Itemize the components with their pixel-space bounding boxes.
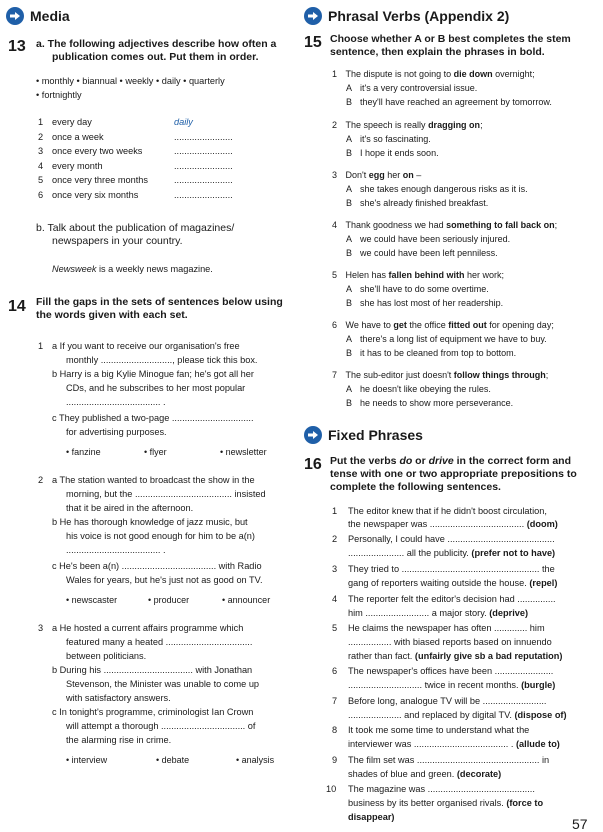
line-text: him ......................... a major story.	[348, 608, 490, 618]
ex14-g3-b3: with satisfactory answers.	[66, 693, 171, 703]
ex15-option-b[interactable]	[346, 198, 488, 210]
ex14-g3-c1: c In tonight's programme, criminologist Ian Crown	[52, 707, 254, 717]
item-number: 6	[38, 189, 44, 200]
ex15-option-b[interactable]	[346, 148, 439, 160]
ex14-g3-c3: the alarming rise in crime.	[66, 735, 172, 745]
phrase-bold: fallen behind with	[388, 270, 465, 280]
option-word: • fanzine	[66, 447, 101, 457]
verb-prompt: (decorate)	[456, 769, 502, 779]
item-number: 7	[332, 370, 340, 380]
option-letter: A	[346, 284, 353, 294]
ex15-option-b[interactable]	[346, 348, 516, 360]
ex16-line: The reporter felt the editor's decision had ...............	[348, 594, 556, 604]
option-text: it's so fascinating.	[360, 134, 431, 144]
ex13-list-item	[0, 117, 300, 129]
ex13-b-instruction-1: b. Talk about the publication of magazines/	[36, 222, 235, 234]
stem-text: for opening day;	[486, 320, 554, 330]
option-letter: A	[346, 184, 353, 194]
ex14-g2-c1: c He's been a(n) ..................................... with Radio	[52, 561, 262, 571]
phrase-bold: on	[402, 170, 414, 180]
item-answer[interactable]: .......................	[174, 131, 233, 142]
stem-text: her work;	[464, 270, 505, 280]
item-number: 3	[332, 170, 340, 180]
ex14-g3-a2: featured many a heated ..................................	[66, 637, 253, 647]
section-title-media: Media	[30, 8, 70, 24]
ex16-line	[348, 769, 501, 781]
item-text: once every two weeks	[52, 146, 143, 156]
option-letter: A	[346, 334, 353, 344]
ex14-instruction-1: Fill the gaps in the sets of sentences below using	[36, 296, 283, 308]
ex16-instruction-1	[330, 455, 571, 468]
ex13-list-item	[0, 190, 300, 202]
option-letter: B	[346, 348, 353, 358]
option-letter: A	[346, 234, 353, 244]
exercise-number-16: 16	[304, 456, 322, 473]
ex13-list-item	[0, 146, 300, 158]
stem-text: We have to	[345, 320, 394, 330]
ex15-stem	[332, 320, 554, 332]
line-text: business by its better organised rivals.	[348, 798, 507, 808]
phrase-bold: get	[393, 320, 407, 330]
option-text: she'll have to do some overtime.	[360, 284, 489, 294]
ex15-option-a[interactable]	[346, 234, 510, 246]
stem-text: ;	[545, 370, 549, 380]
ex14-g3-b2: Stevenson, the Minister was unable to come up	[66, 679, 260, 689]
example-rest: is a weekly news magazine.	[96, 264, 213, 274]
ex15-instruction-1: Choose whether A or B best completes the stem	[330, 33, 571, 45]
ex14-g1-options	[0, 447, 300, 459]
instr-verb-do: do	[399, 455, 413, 467]
ex13-list-item	[0, 132, 300, 144]
ex16-item-number: 2	[332, 534, 338, 544]
exercise-number-13: 13	[8, 38, 26, 55]
ex13-list-item	[0, 161, 300, 173]
verb-prompt: (deprive)	[489, 608, 529, 618]
option-letter: B	[346, 248, 353, 258]
item-number: 2	[38, 131, 44, 142]
ex15-stem	[332, 370, 548, 382]
option-text: she's already finished breakfast.	[360, 198, 489, 208]
ex15-option-a[interactable]	[346, 384, 491, 396]
item-text: every month	[52, 160, 103, 171]
ex14-g1-b1: b Harry is a big Kylie Minogue fan; he's got all her	[52, 369, 254, 379]
ex16-line	[348, 578, 557, 590]
option-text: we could have been left penniless.	[360, 248, 498, 258]
stem-text: ;	[554, 220, 558, 230]
stem-text: Don't	[345, 170, 369, 180]
ex14-g2-a1: a The station wanted to broadcast the show in the	[52, 475, 255, 485]
ex16-instruction-2: tense with one or two appropriate prepositions to	[330, 468, 577, 480]
item-number: 1	[332, 69, 340, 79]
item-number: 3	[38, 146, 44, 156]
option-text: it's a very controversial issue.	[360, 83, 478, 93]
ex16-line	[348, 519, 558, 531]
ex16-line: They tried to ...................................................... the	[348, 564, 555, 574]
ex16-item-number: 1	[332, 506, 338, 516]
stem-text: overnight;	[492, 69, 535, 79]
option-text: they'll have reached an agreement by tomorrow.	[360, 97, 552, 107]
ex15-option-a[interactable]	[346, 284, 489, 296]
phrase-bold: egg	[368, 170, 385, 180]
section-arrow-icon	[304, 7, 322, 25]
ex16-item-number: 3	[332, 564, 338, 574]
line-text: ............................. twice in recent months.	[348, 680, 522, 690]
ex14-g3-a3: between politicians.	[66, 651, 147, 661]
option-word: • flyer	[144, 447, 167, 457]
ex14-instruction-2: the words given with each set.	[36, 309, 188, 321]
item-number: 5	[38, 175, 44, 185]
ex16-item-number: 9	[332, 755, 338, 765]
option-word: • analysis	[236, 755, 275, 765]
ex14-g2-b1: b He has thorough knowledge of jazz music, but	[52, 517, 248, 527]
ex15-stem	[332, 69, 535, 81]
ex14-g2-options	[0, 595, 300, 607]
stem-text: –	[413, 170, 422, 180]
option-letter: A	[346, 134, 353, 144]
ex16-line: The newspaper's offices have been .......................	[348, 666, 554, 676]
ex16-line	[348, 651, 562, 663]
verb-prompt: (prefer not to have)	[471, 548, 556, 558]
ex14-g2-b2: his voice is not good enough for him to be a(n)	[66, 531, 255, 541]
ex16-line: Personally, I could have ..........................................	[348, 534, 555, 544]
option-text: there's a long list of equipment we have to buy.	[360, 334, 547, 344]
option-text: he doesn't like obeying the rules.	[360, 384, 491, 394]
option-text: I hope it ends soon.	[360, 148, 439, 158]
stem-text: the office	[406, 320, 449, 330]
page-number: 57	[572, 816, 588, 832]
verb-prompt: (burgle)	[521, 680, 556, 690]
stem-text: Thank goodness we had	[345, 220, 447, 230]
line-text: shades of blue and green.	[348, 769, 457, 779]
exercise-number-15: 15	[304, 34, 322, 51]
section-arrow-icon	[304, 426, 322, 444]
instr-verb-drive: drive	[428, 455, 454, 467]
ex16-line: The magazine was ..........................................	[348, 784, 535, 794]
ex15-stem	[332, 220, 557, 232]
phrase-bold: follow things through	[453, 370, 546, 380]
ex16-item-number: 5	[332, 623, 338, 633]
ex14-g3-options	[0, 755, 300, 767]
line-text: rather than fact.	[348, 651, 415, 661]
option-letter: B	[346, 97, 353, 107]
instr-text: Put the verbs	[330, 455, 400, 467]
item-number: 5	[332, 270, 340, 280]
item-text: once very three months	[52, 175, 149, 185]
line-text: ..................... and replaced by digital TV.	[348, 710, 515, 720]
item-text: once very six months	[52, 189, 139, 200]
verb-prompt: (repel)	[529, 578, 558, 588]
ex14-g1-c2: for advertising purposes.	[66, 427, 167, 437]
item-answer: daily	[174, 117, 193, 127]
line-text: the newspaper was .....................................	[348, 519, 527, 529]
ex15-stem	[332, 270, 504, 282]
section-arrow-icon	[6, 7, 24, 25]
option-word: • announcer	[222, 595, 271, 605]
ex16-line: He claims the newspaper has often ............. him	[348, 623, 545, 633]
instr-text: or	[412, 455, 429, 467]
ex14-g2-c2: Wales for years, but he's just not as good on TV.	[66, 575, 263, 585]
line-text: ...................... all the publicity.	[348, 548, 472, 558]
ex14-group-3-number: 3	[38, 623, 44, 633]
item-number: 1	[38, 117, 44, 127]
ex14-g1-a1: a If you want to receive our organisation's free	[52, 341, 240, 351]
ex13-list-item	[0, 175, 300, 187]
ex14-g3-b1: b During his ................................... with Jonathan	[52, 665, 253, 675]
stem-text: The dispute is not going to	[345, 69, 454, 79]
option-letter: A	[346, 83, 353, 93]
ex15-option-a[interactable]	[346, 184, 528, 196]
ex16-instruction-3: complete the following sentences.	[330, 481, 501, 493]
item-answer[interactable]: .......................	[174, 175, 233, 185]
ex14-g1-b3: ..................................... .	[66, 397, 166, 407]
item-answer[interactable]: .......................	[174, 189, 233, 200]
item-number: 2	[332, 120, 340, 130]
ex16-line: ................. with biased reports based on innuendo	[348, 637, 552, 647]
option-word: • newsletter	[220, 447, 267, 457]
ex15-stem	[332, 170, 421, 182]
ex16-line	[348, 798, 543, 810]
option-text: we could have been seriously injured.	[360, 234, 511, 244]
ex16-line: It took me some time to understand what the	[348, 725, 530, 735]
ex14-g3-a1: a He hosted a current affairs programme which	[52, 623, 244, 633]
ex15-option-b[interactable]	[346, 298, 503, 310]
verb-prompt: (unfairly give sb a bad reputation)	[414, 651, 563, 661]
option-word: • debate	[156, 755, 190, 765]
option-letter: B	[346, 148, 353, 158]
example-emphasis: Newsweek	[52, 264, 97, 274]
ex14-g3-c2: will attempt a thorough ................................. of	[66, 721, 256, 731]
ex15-stem	[332, 120, 483, 132]
ex16-item-number: 8	[332, 725, 338, 735]
ex16-line	[348, 812, 394, 824]
option-letter: B	[346, 298, 353, 308]
ex16-item-number: 4	[332, 594, 338, 604]
ex16-line: The film set was ................................................ in	[348, 755, 550, 765]
item-text: once a week	[52, 131, 104, 142]
section-title-phrasal-verbs: Phrasal Verbs (Appendix 2)	[328, 8, 510, 24]
option-text: she takes enough dangerous risks as it is.	[360, 184, 528, 194]
stem-text: The speech is really	[345, 120, 429, 130]
ex16-line	[348, 608, 528, 620]
section-title-fixed-phrases: Fixed Phrases	[328, 427, 423, 443]
item-answer[interactable]: .......................	[174, 146, 233, 156]
ex16-item-number: 7	[332, 696, 338, 706]
verb-prompt: disappear)	[348, 812, 395, 822]
ex14-g1-c1: c They published a two-page ................................	[52, 413, 254, 423]
option-text: he needs to show more perseverance.	[360, 398, 514, 408]
ex14-g2-a3: that it be aired in the afternoon.	[66, 503, 194, 513]
phrase-bold: die down	[453, 69, 493, 79]
item-number: 4	[332, 220, 340, 230]
option-letter: B	[346, 198, 353, 208]
item-answer[interactable]: .......................	[174, 160, 233, 171]
option-text: it has to be cleaned from top to bottom.	[360, 348, 517, 358]
ex13-example	[52, 264, 213, 276]
phrase-bold: fitted out	[448, 320, 487, 330]
ex15-option-a[interactable]	[346, 134, 431, 146]
ex14-g2-b3: ..................................... .	[66, 545, 166, 555]
ex15-instruction-2: sentence, then explain the phrases in bold.	[330, 46, 545, 58]
verb-prompt: (allude to)	[515, 739, 560, 749]
item-number: 6	[332, 320, 340, 330]
ex15-option-b[interactable]	[346, 248, 498, 260]
exercise-number-14: 14	[8, 298, 26, 315]
ex14-g1-b2: CDs, and he subscribes to her most popular	[66, 383, 246, 393]
item-text: every day	[52, 117, 92, 127]
option-word: • interview	[66, 755, 108, 765]
option-word: • producer	[148, 595, 190, 605]
ex16-line	[348, 739, 560, 751]
ex13-a-instruction-2: publication comes out. Put them in order.	[52, 51, 259, 63]
verb-prompt: (doom)	[526, 519, 558, 529]
item-number: 4	[38, 160, 44, 171]
ex16-item-number: 10	[326, 784, 337, 794]
ex14-g2-a2: morning, but the ...................................... insisted	[66, 489, 266, 499]
verb-prompt: (force to	[506, 798, 544, 808]
ex16-line	[348, 710, 567, 722]
ex14-group-2-number: 2	[38, 475, 44, 485]
ex14-g1-a2: monthly ............................, please tick this box.	[66, 355, 258, 365]
option-text: she has lost most of her readership.	[360, 298, 504, 308]
phrase-bold: something to fall back on	[446, 220, 555, 230]
ex16-line: Before long, analogue TV will be .........................	[348, 696, 547, 706]
option-word: • newscaster	[66, 595, 118, 605]
stem-text: ;	[480, 120, 483, 130]
ex15-option-a[interactable]	[346, 83, 477, 95]
ex15-option-a[interactable]	[346, 334, 547, 346]
ex13-b-instruction-2: newspapers in your country.	[52, 235, 183, 247]
ex15-option-b[interactable]	[346, 398, 513, 410]
stem-text: Helen has	[345, 270, 389, 280]
line-text: interviewer was ..................................... .	[348, 739, 516, 749]
ex16-line: The editor knew that if he didn't boost circulation,	[348, 506, 547, 516]
ex16-line	[348, 680, 555, 692]
ex14-group-1-number: 1	[38, 341, 44, 351]
ex13-a-instruction-1: a. The following adjectives describe how often a	[36, 38, 277, 50]
ex15-option-b[interactable]	[346, 97, 552, 109]
verb-prompt: (dispose of)	[514, 710, 567, 720]
ex16-line	[348, 548, 555, 560]
option-letter: B	[346, 398, 353, 408]
ex13-word-list-2: • fortnightly	[36, 90, 82, 100]
ex13-word-list-1: • monthly • biannual • weekly • daily • quarterly	[36, 76, 225, 86]
stem-text: her	[384, 170, 403, 180]
line-text: gang of reporters waiting outside the house.	[348, 578, 530, 588]
option-letter: A	[346, 384, 353, 394]
instr-text: in the correct form and	[453, 455, 571, 467]
stem-text: The sub-editor just doesn't	[345, 370, 454, 380]
phrase-bold: dragging on	[428, 120, 481, 130]
ex16-item-number: 6	[332, 666, 338, 676]
